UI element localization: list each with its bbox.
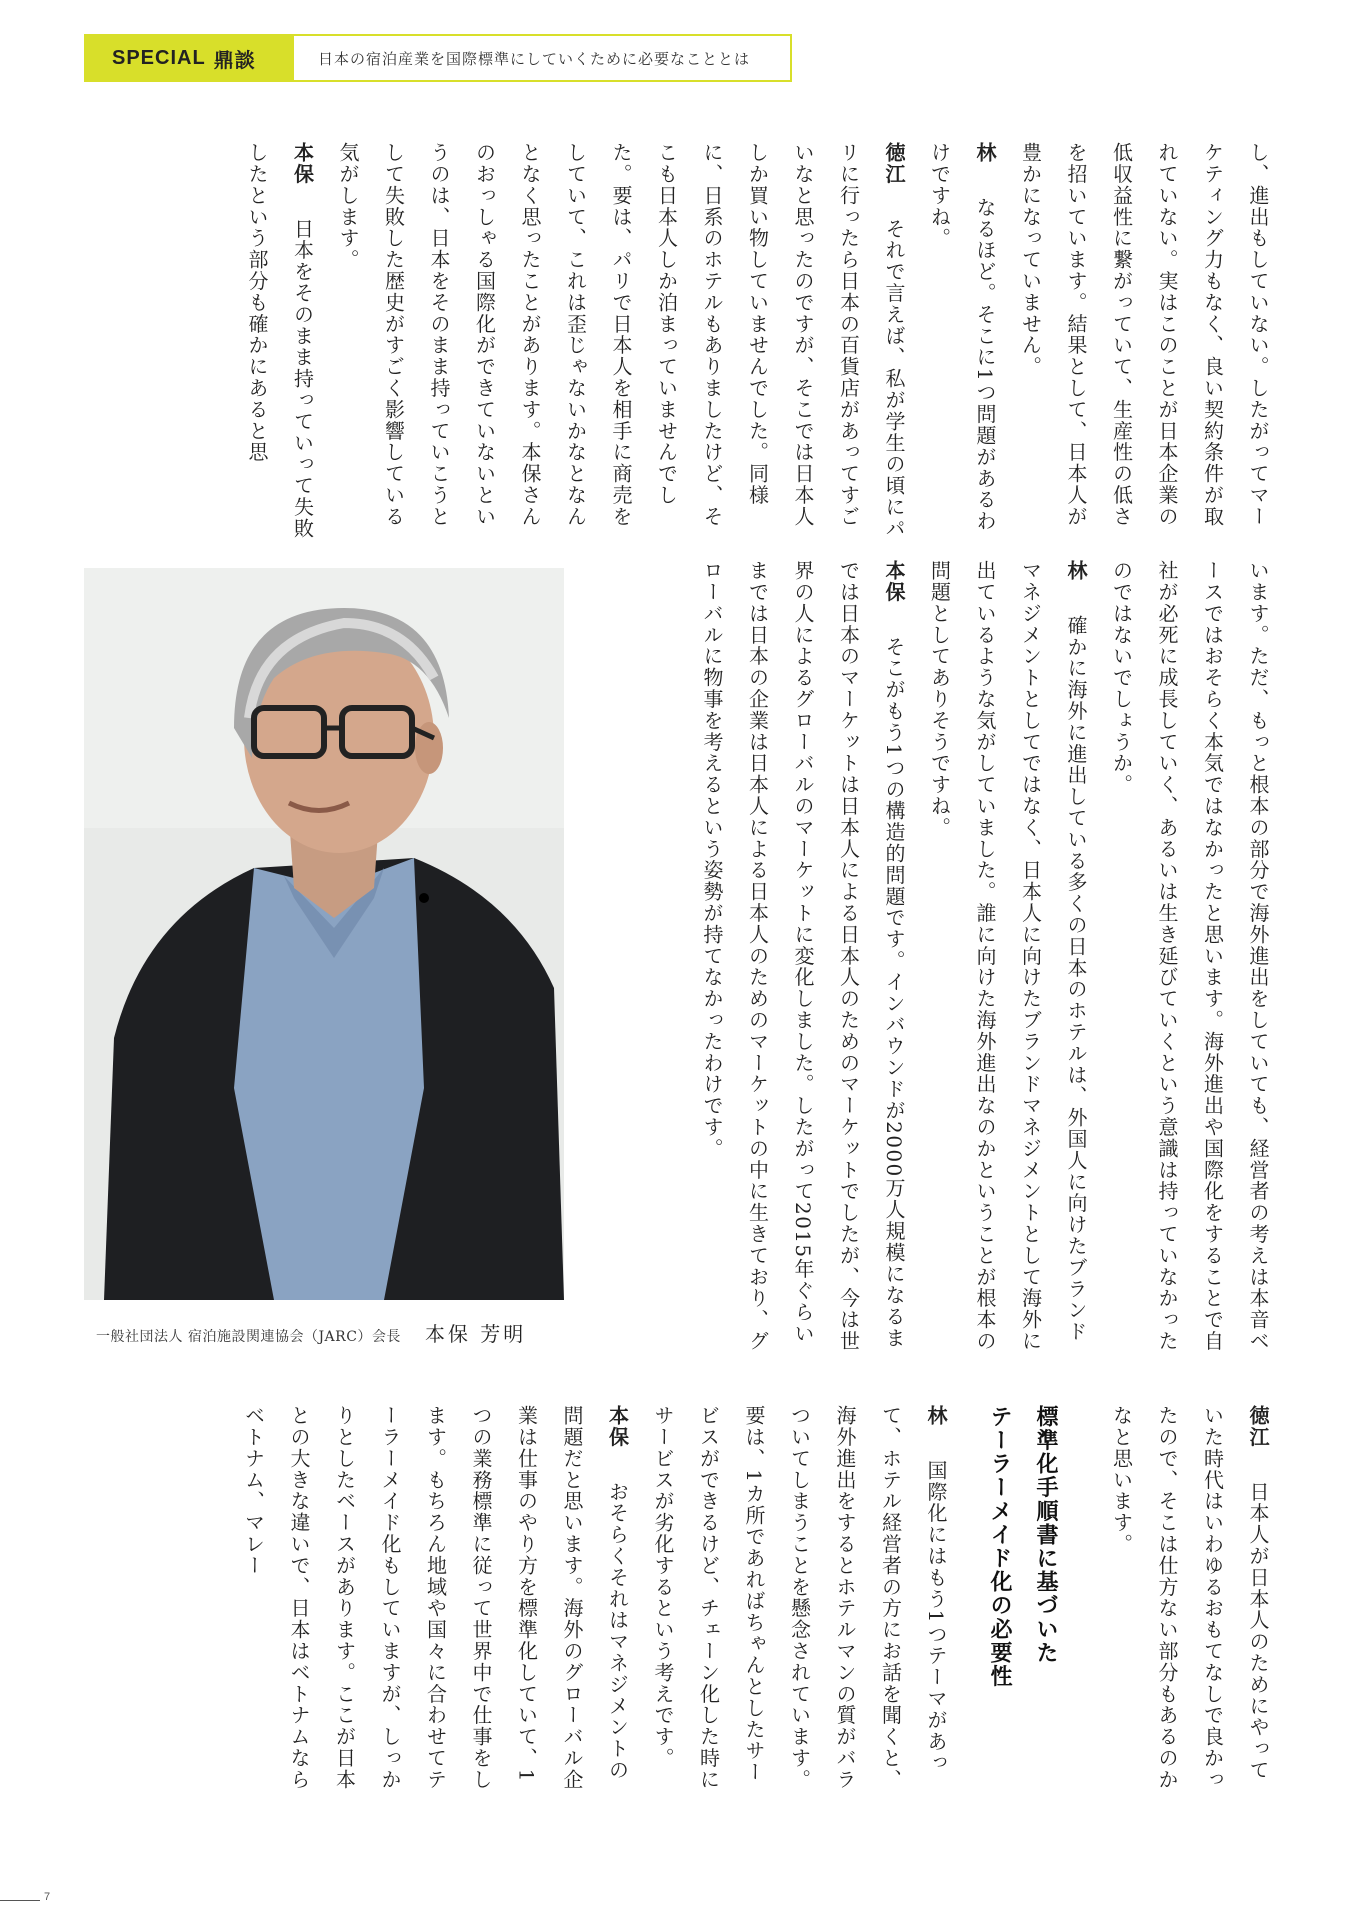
bottom-right-text-block <box>1109 1405 1280 1800</box>
special-tag <box>84 34 294 82</box>
photo-caption <box>96 1318 566 1347</box>
paragraph-text: し、進出もしていない。したがってマーケティング力もなく、良い契約条件が取れていない。実はこのことが日本企業の低収益性に繋がっていて、生産性の低さを招いています。結果として、日本人が豊かになっていません。 <box>1018 142 1270 528</box>
paragraph-text: そこがもう1つの構造的問題です。インバウンドが2000万人規模になるまでは日本のマーケットは日本人による日本人のためのマーケットでしたが、今は世界の人によるグローバルのマーケットに変化しました。したがって2015年ぐらいまでは日本の企業は日本人による日本人のためのマーケットの中に生きており、グローバルに物事を考えるという姿勢が持てなかったわけです。 <box>700 560 906 1352</box>
paragraph-text: います。ただ、もっと根本の部分で海外進出をしていても、経営者の考えは本音ベースではおそらく本気ではなかったと思います。海外進出や国際化をすることで自社が必死に成長していく、あるいは生き延びていくという意識は持っていなかったのではないでしょうか。 <box>1109 560 1270 1352</box>
speaker-label: 本保 <box>882 560 906 603</box>
special-label: SPECIAL <box>112 46 206 69</box>
paragraph-text: おそらくそれはマネジメントの問題だと思います。海外のグローバル企業は仕事のやり方を標準化していて、1つの業務標準に従って世界中で仕事をします。もちろん地域や国々に合わせてテーラーメイド化もしていますが、しっかりとしたベースがあります。ここが日本との大きな違いで、日本はベトナムならベトナム、マレー <box>241 1405 630 1791</box>
page-number: 7 <box>44 1891 51 1903</box>
speaker-label: 徳江 <box>1246 1405 1270 1448</box>
speaker-label: 本保 <box>290 142 315 185</box>
paragraph-text: 日本人が日本人のためにやっていた時代はいわゆるおもてなしで良かったので、そこは仕方ない部分もあるのかなと思います。 <box>1109 1405 1270 1791</box>
bottom-left-text-block <box>138 1405 958 1800</box>
paragraph-text: 確かに海外に進出している多くの日本のホテルは、外国人に向けたブランドマネジメントとしてではなく、日本人に向けたブランドマネジメントとして海外に出ているような気がしていました。誰に向けた海外進出なのかということが根本の問題としてありそうですね。 <box>927 560 1088 1352</box>
section-heading <box>976 1405 1068 1688</box>
caption-name: 本保 芳明 <box>424 1322 527 1346</box>
speaker-label: 林 <box>973 142 997 164</box>
paragraph <box>230 1405 640 1800</box>
speaker-label: 林 <box>1064 560 1088 582</box>
caption-organization: 一般社団法人 宿泊施設関連協会（JARC）会長 <box>96 1329 401 1345</box>
paragraph <box>689 560 917 1360</box>
middle-text-block <box>700 560 1280 1360</box>
page-rule <box>0 1900 40 1901</box>
paragraph <box>325 142 917 542</box>
speaker-label: 徳江 <box>882 142 906 185</box>
heading-line-2: テーラーメイド化の必要性 <box>987 1405 1012 1689</box>
speaker-label: 林 <box>924 1405 948 1427</box>
speaker-label: 本保 <box>605 1405 630 1448</box>
portrait-illustration <box>84 568 564 1300</box>
top-text-block <box>150 142 1280 542</box>
paragraph <box>1098 560 1280 1360</box>
paragraph <box>234 142 325 542</box>
teidan-label: 鼎談 <box>213 49 256 72</box>
paragraph <box>916 560 1098 1360</box>
paragraph-text: 国際化にはもう1つテーマがあって、ホテル経営者の方にお話を聞くと、海外進出をするとホテルマンの質がバラついてしまうことを懸念されています。要は、1カ所であればちゃんとしたサービスができるけど、チェーン化した時にサービスが劣化するという考えです。 <box>651 1405 948 1791</box>
paragraph-text: 日本をそのまま持っていって失敗したという部分も確かにあると思 <box>245 142 315 540</box>
paragraph <box>1098 1405 1280 1800</box>
paragraph <box>1007 142 1280 542</box>
portrait-photo <box>84 568 564 1300</box>
heading-line-1: 標準化手順書に基づいた <box>1033 1405 1058 1665</box>
paragraph-text: それで言えば、私が学生の頃にパリに行ったら日本の百貨店があってすごいなと思ったのですが、そこでは日本人しか買い物していませんでした。同様に、日系のホテルもありましたけど、そこも日本人しか泊まっていませんでした。要は、パリで日本人を相手に商売をしていて、これは歪じゃないかなとなんとなく思ったことがあります。本保さんのおっしゃる国際化ができていないというのは、日本をそのまま持っていこうとして失敗した歴史がすごく影響している気がします。 <box>336 142 906 540</box>
article-title: 日本の宿泊産業を国際標準にしていくために必要なこととは <box>294 34 792 82</box>
section-header <box>84 34 792 82</box>
paragraph-text: なるほど。そこに1つ問題があるわけですね。 <box>927 142 997 532</box>
paragraph <box>640 1405 959 1800</box>
paragraph <box>916 142 1007 542</box>
